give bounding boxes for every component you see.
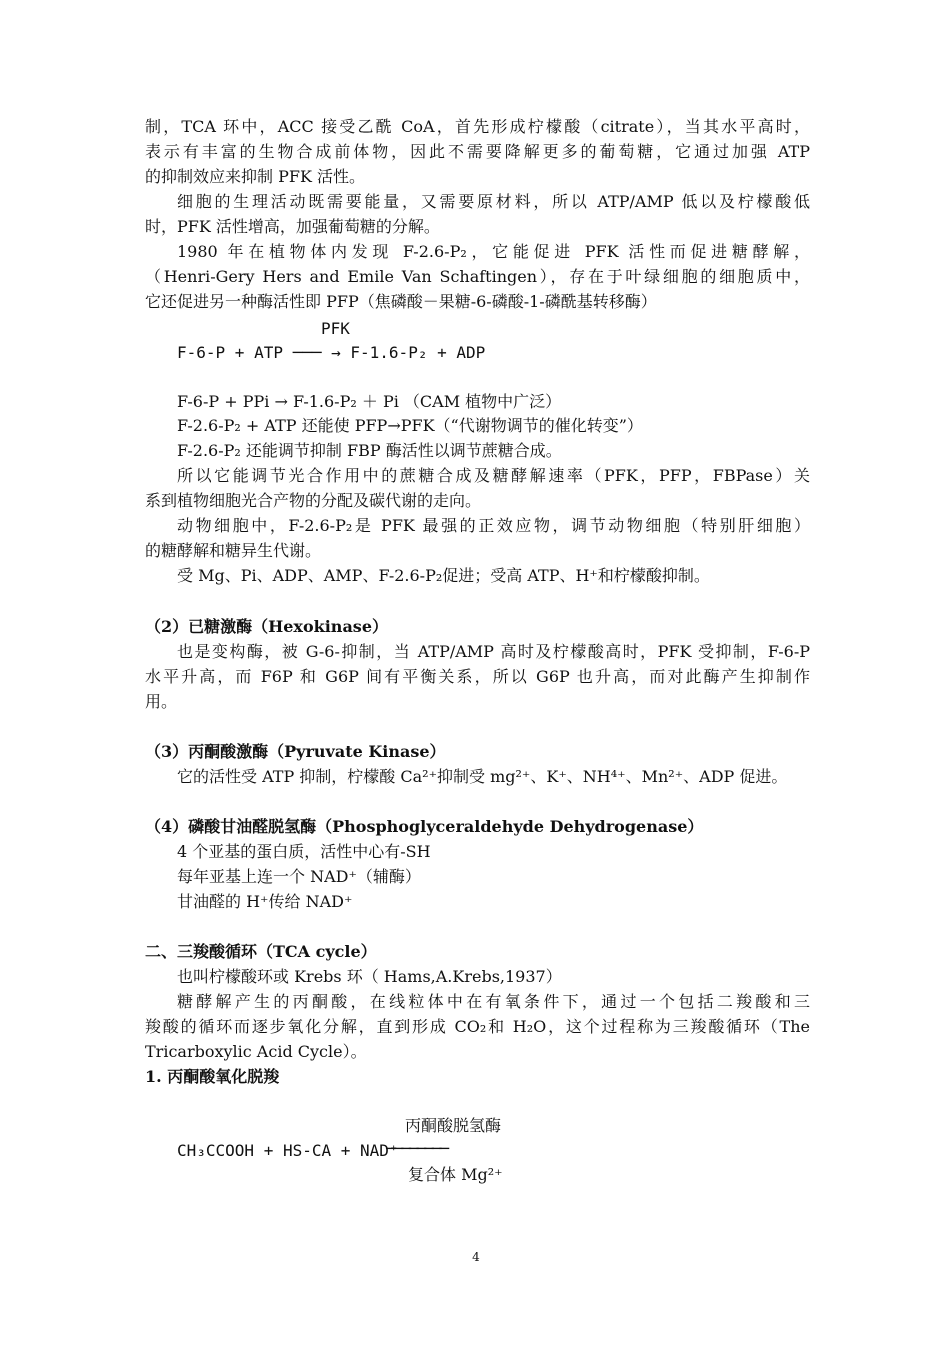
text-line: 受 Mg、Pi、ADP、AMP、F-2.6-P₂促进；受高 ATP、H⁺和柠檬酸抑制。 (177, 566, 710, 585)
text-line: 制，TCA 环中，ACC 接受乙酰 CoA，首先形成柠檬酸（citrate），当其水平高时， (145, 117, 810, 136)
section-heading-hexokinase: （2）已糖激酶（Hexokinase） (145, 617, 388, 636)
text-line: 细胞的生理活动既需要能量，又需要原材料，所以 ATP/AMP 低以及柠檬酸低 (177, 192, 810, 211)
section-heading-tca: 二、三羧酸循环（TCA cycle） (145, 942, 377, 961)
text-line: （Henri-Gery Hers and Emile Van Schaftingen），存在于叶绿细胞的细胞质中， (145, 267, 810, 286)
text-line: 的抑制效应来抑制 PFK 活性。 (145, 167, 365, 186)
text-line: 动物细胞中，F-2.6-P₂是 PFK 最强的正效应物，调节动物细胞（特别肝细胞） (177, 516, 810, 535)
section-heading-pyruvate-kinase: （3）丙酮酸激酶（Pyruvate Kinase） (145, 742, 446, 761)
text-line: 水平升高，而 F6P 和 G6P 间有平衡关系，所以 G6P 也升高，而对此酶产生抑制作 (145, 667, 810, 686)
reaction-pfp: F-6-P + PPi → F-1.6-P₂ ＋ Pi （CAM 植物中广泛） (177, 392, 562, 411)
text-line: 时，PFK 活性增高，加强葡萄糖的分解。 (145, 217, 440, 236)
text-line: 1980 年在植物体内发现 F-2.6-P₂，它能促进 PFK 活性而促进糖酵解， (177, 242, 810, 261)
reaction-pfk: F-6-P + ATP ─── → F-1.6-P₂ + ADP (177, 343, 486, 362)
text-line: 表示有丰富的生物合成前体物，因此不需要降解更多的葡萄糖，它通过加强 ATP (145, 142, 810, 161)
text-line: 糖酵解产生的丙酮酸，在线粒体中在有氧条件下，通过一个包括二羧酸和三 (177, 992, 810, 1011)
section-heading-gapdh: （4）磷酸甘油醛脱氢酶（Phosphoglyceraldehyde Dehydrogenase） (145, 817, 704, 836)
equation-reactants: CH₃CCOOH + HS-CA + NAD⁺ (177, 1141, 399, 1160)
text-line: 的糖酵解和糖异生代谢。 (145, 541, 322, 560)
text-line: 它的活性受 ATP 抑制，柠檬酸 Ca²⁺抑制受 mg²⁺、K⁺、NH⁴⁺、Mn²⁺、ADP 促进。 (177, 767, 788, 786)
text-line: 每年亚基上连一个 NAD⁺（辅酶） (177, 867, 421, 886)
subsection-heading-oxidative-decarboxylation: 1. 丙酮酸氧化脱羧 (145, 1067, 280, 1086)
text-line: 所以它能调节光合作用中的蔗糖合成及糖酵解速率（PFK，PFP，FBPase）关 (177, 466, 810, 485)
text-line: 甘油醛的 H⁺传给 NAD⁺ (177, 892, 353, 911)
pfk-label: PFK (321, 319, 350, 338)
text-line: 也叫柠檬酸环或 Krebs 环（ Hams,A.Krebs,1937） (177, 967, 562, 986)
enzyme-label-top: 丙酮酸脱氢酶 (405, 1116, 502, 1135)
text-line: 它还促进另一种酶活性即 PFP（焦磷酸－果糖-6-磷酸-1-磷酰基转移酶） (145, 292, 657, 311)
text-line: 也是变构酶，被 G-6-抑制，当 ATP/AMP 高时及柠檬酸高时，PFK 受抑制，F-6-P (177, 642, 810, 661)
text-line: 系到植物细胞光合产物的分配及碳代谢的走向。 (145, 491, 482, 510)
text-line: 用。 (145, 692, 178, 711)
text-line: 羧酸的循环而逐步氧化分解，直到形成 CO₂和 H₂O，这个过程称为三羧酸循环（The (145, 1017, 810, 1036)
text-line: 4 个亚基的蛋白质，活性中心有-SH (177, 842, 431, 861)
text-line: Tricarboxylic Acid Cycle）。 (145, 1042, 367, 1061)
page-number: 4 (472, 1250, 480, 1264)
enzyme-label-bottom: 复合体 Mg²⁺ (408, 1165, 503, 1184)
reaction-arrow: ──────── (386, 1139, 448, 1158)
text-line: F-2.6-P₂ 还能调节抑制 FBP 酶活性以调节蔗糖合成。 (177, 441, 562, 460)
text-line: F-2.6-P₂ + ATP 还能使 PFP→PFK（“代谢物调节的催化转变”） (177, 416, 643, 435)
